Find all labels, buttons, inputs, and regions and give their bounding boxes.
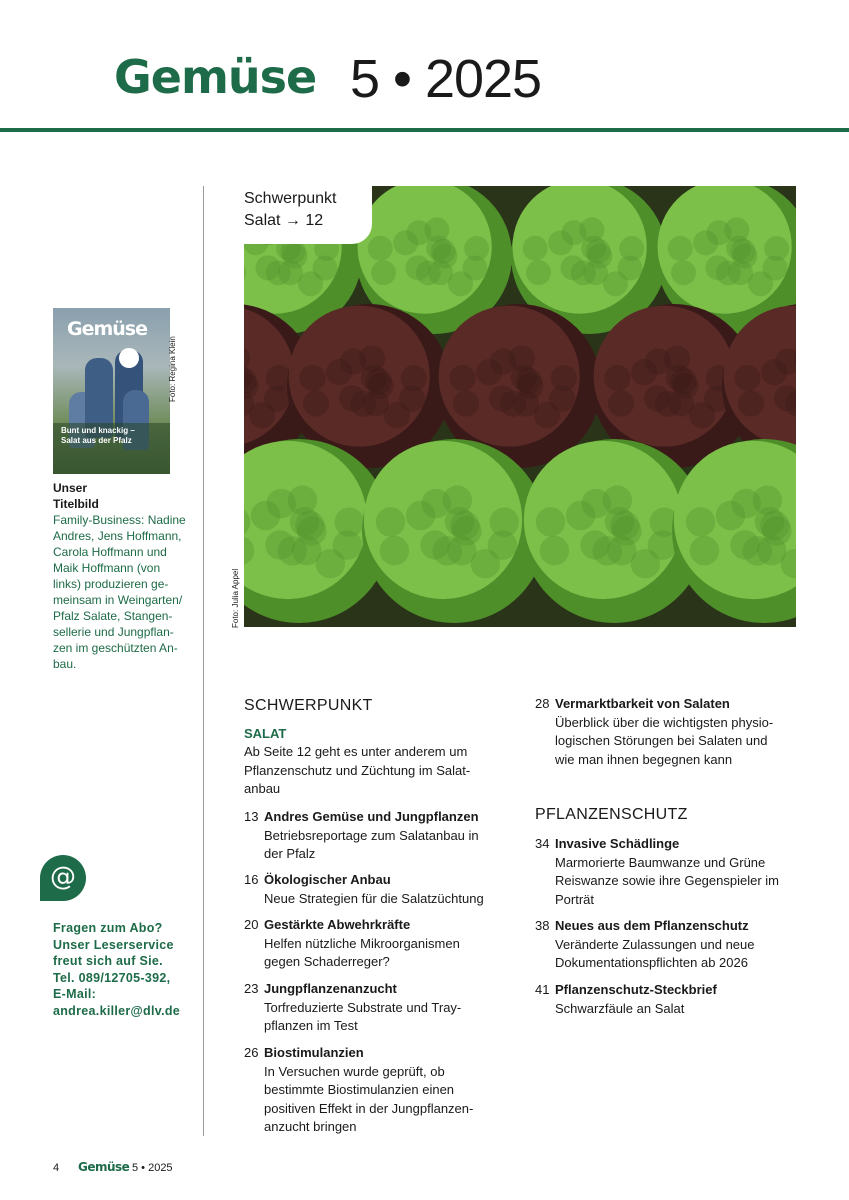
toc-desc-line: anzucht bringen	[264, 1119, 357, 1134]
toc-desc-line: Neue Strategien für die Salatzüchtung	[264, 890, 484, 906]
cover-caption-title	[53, 480, 99, 512]
toc-title: Biostimulanzien	[264, 1045, 364, 1060]
toc-page-number: 38	[535, 918, 550, 933]
at-icon	[40, 855, 86, 901]
caption-title-line: Titelbild	[53, 497, 99, 511]
toc-desc-line: gegen Schaderreger?	[264, 954, 390, 969]
hero-tab-page-ref[interactable]: Salat → 12	[244, 212, 324, 229]
toc-title: Invasive Schädlinge	[555, 836, 680, 851]
toc-title: Andres Gemüse und Jungpflanzen	[264, 809, 479, 824]
toc-desc-line: wie man ihnen begegnen kann	[555, 751, 733, 767]
contact-line: E-Mail:	[53, 987, 97, 1001]
contact-email-link[interactable]: andrea.killer@dlv.de	[53, 1003, 181, 1018]
caption-line: meinsam in Weingarten/	[53, 593, 183, 607]
toc-description	[555, 936, 755, 973]
toc-description	[264, 827, 479, 864]
toc-desc-line: Dokumentationspflichten ab 2026	[555, 955, 748, 970]
toc-desc-line: Reiswanze sowie ihre Gegenspieler im	[555, 873, 779, 888]
toc-desc-line: Marmorierte Baumwanze und Grüne	[555, 854, 766, 870]
toc-page-number: 20	[244, 917, 259, 932]
intro-line: anbau	[244, 781, 281, 796]
toc-desc-line: In Versuchen wurde geprüft, ob	[264, 1063, 445, 1079]
section-intro	[244, 743, 470, 799]
caption-line: Carola Hoffmann und	[53, 545, 167, 559]
toc-desc-line: Betriebsreportage zum Salatanbau in	[264, 827, 479, 843]
contact-line: Unser Leserservice	[53, 937, 174, 952]
toc-description	[555, 714, 773, 770]
caption-line: bau.	[53, 657, 77, 671]
toc-page-number: 23	[244, 981, 259, 996]
toc-page-number: 16	[244, 872, 259, 887]
toc-desc-line: Überblick über die wichtigsten physio-	[555, 714, 774, 730]
header-rule	[0, 128, 849, 132]
toc-description	[264, 935, 460, 972]
toc-title: Jungpflanzenanzucht	[264, 981, 397, 996]
toc-desc-line: positiven Effekt in der Jungpflanzen-	[264, 1100, 474, 1116]
toc-page-number: 34	[535, 836, 550, 851]
toc-desc-line: bestimmte Biostimulanzien einen	[264, 1082, 455, 1097]
intro-line: Pflanzenschutz und Züchtung im Salat-	[244, 762, 471, 778]
toc-title: Neues aus dem Pflanzenschutz	[555, 918, 749, 933]
toc-desc-line: pflanzen im Test	[264, 1018, 358, 1033]
cover-thumbnail	[53, 308, 170, 474]
caption-line: links) produzieren ge-	[53, 577, 169, 591]
issue-number: 5 • 2025	[350, 49, 542, 109]
footer-page-number: 4	[53, 1162, 60, 1174]
toc-page-number: 26	[244, 1045, 259, 1060]
toc-title: Vermarktbarkeit von Salaten	[555, 696, 730, 711]
cover-photo-credit: Foto: Regina Klein	[168, 336, 177, 402]
caption-line: Maik Hoffmann (von	[53, 561, 161, 575]
toc-desc-line: Helfen nützliche Mikroorganismen	[264, 935, 460, 951]
subscription-contact	[53, 920, 180, 1019]
toc-description	[555, 854, 779, 910]
toc-page-number: 41	[535, 982, 550, 997]
toc-description	[555, 1000, 684, 1019]
toc-title: Gestärkte Abwehrkräfte	[264, 917, 411, 932]
hero-tab-label: Schwerpunkt	[244, 190, 337, 207]
lettuce-illustration	[244, 186, 796, 627]
cover-headline: Salat aus der Pfalz	[61, 436, 132, 445]
toc-description	[264, 999, 461, 1036]
at-glyph: @	[50, 862, 76, 892]
section-heading-schwerpunkt: SCHWERPUNKT	[244, 697, 373, 714]
caption-line: Andres, Jens Hoffmann,	[53, 529, 182, 543]
column-divider	[203, 186, 204, 1136]
caption-line: Pfalz Salate, Stangen-	[53, 609, 173, 623]
toc-page-number: 28	[535, 696, 550, 711]
toc-desc-line: logischen Störungen bei Salaten und	[555, 733, 768, 748]
toc-title: Pflanzenschutz-Steckbrief	[555, 982, 717, 997]
cover-headline: Bunt und knackig –	[61, 426, 135, 435]
toc-title: Ökologischer Anbau	[264, 872, 391, 887]
caption-title-line: Unser	[53, 481, 88, 495]
caption-line: Family-Business: Nadine	[53, 513, 186, 527]
toc-description	[264, 1063, 473, 1137]
footer-issue: 5 • 2025	[132, 1162, 173, 1174]
intro-line: Ab Seite 12 geht es unter anderem um	[244, 744, 468, 759]
magazine-logo: Gemüse	[114, 50, 317, 104]
contact-phone[interactable]: Tel. 089/12705-392,	[53, 970, 171, 985]
toc-page-number: 13	[244, 809, 259, 824]
hero-photo-credit: Foto: Julia Appel	[231, 568, 240, 628]
cover-caption-body	[53, 512, 193, 672]
contact-line: Fragen zum Abo?	[53, 921, 163, 935]
section-heading-pflanzenschutz: PFLANZENSCHUTZ	[535, 806, 688, 823]
toc-description	[264, 890, 484, 909]
toc-desc-line: der Pfalz	[264, 846, 316, 861]
footer-logo: Gemüse	[78, 1160, 130, 1174]
toc-desc-line: Veränderte Zulassungen und neue	[555, 936, 755, 952]
cover-logo: Gemüse	[67, 318, 148, 340]
caption-line: zen im geschützten An-	[53, 641, 178, 655]
cover-badge	[119, 348, 139, 368]
hero-photo-lettuce	[244, 186, 796, 627]
contact-line: freut sich auf Sie.	[53, 954, 163, 968]
toc-desc-line: Porträt	[555, 891, 595, 907]
caption-line: sellerie und Jungpflan-	[53, 625, 174, 639]
section-subheading-salat: SALAT	[244, 726, 287, 741]
toc-desc-line: Torfreduzierte Substrate und Tray-	[264, 999, 462, 1015]
toc-desc-line: Schwarzfäule an Salat	[555, 1000, 685, 1016]
